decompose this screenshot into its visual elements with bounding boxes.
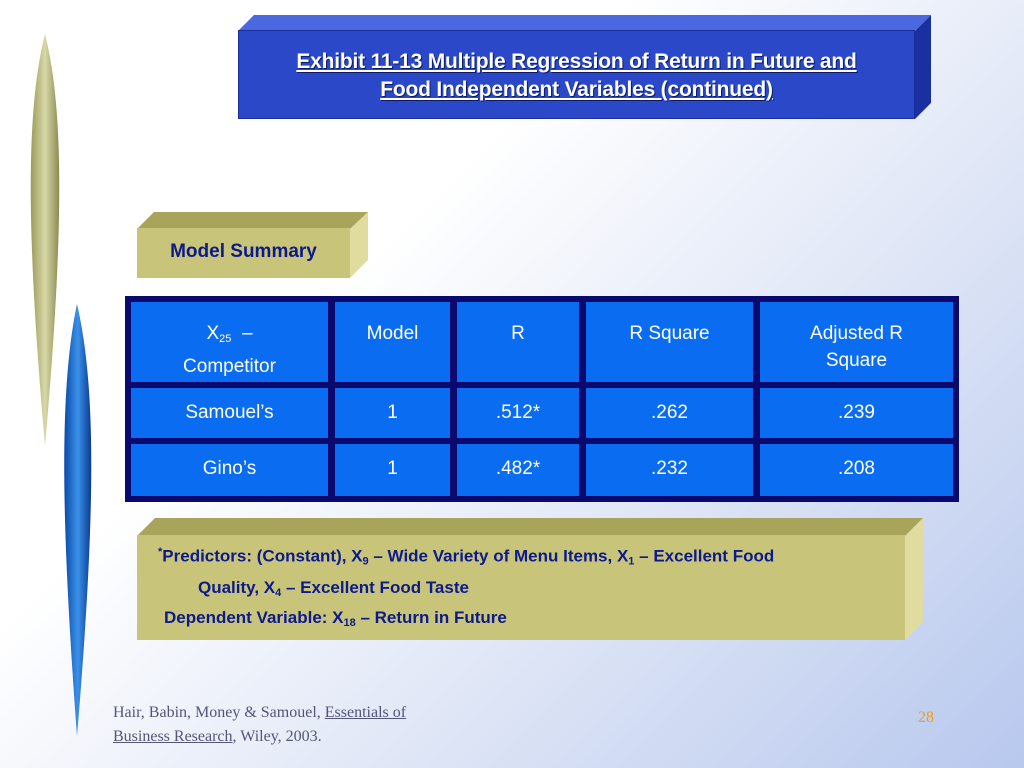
model-summary-box-top-face [137,212,368,229]
row2-r-square: .232 [586,444,753,496]
note-l2-sub: 4 [275,587,282,599]
row1-adjusted-r-square: .239 [760,388,953,438]
header-model: Model [335,302,450,382]
row1-competitor: Samouel’s [131,388,328,438]
row2-adjusted-r-square: .208 [760,444,953,496]
note-l2a: Quality, X [198,578,276,597]
slide-title [238,48,915,104]
slide-title-line2: Food Independent Variables (continued) [380,78,773,101]
row2-r: .482* [457,444,579,496]
citation-authors: Hair, Babin, Money & Samouel, [113,704,325,721]
note-l1-sub1: 9 [362,555,369,568]
header-competitor-dash: – [231,323,253,344]
note-l1c: – Excellent Food [634,546,775,566]
model-summary-label: Model Summary [170,241,317,262]
decorative-blue-spindle [55,300,103,740]
row2-model: 1 [335,444,450,496]
citation-book-title-part1[interactable]: Essentials of [324,704,407,721]
note-l2b: – Excellent Food Taste [281,578,469,597]
note-l1b: – Wide Variety of Menu Items, X [368,546,629,566]
header-competitor-label: Competitor [183,356,276,377]
header-adjusted-line2: Square [825,350,888,371]
notes-box-side-face [905,518,923,640]
note-dependent-variable [164,608,507,629]
header-r-square: R Square [586,302,753,382]
citation [113,701,406,749]
citation-book-title-part2[interactable]: Business Research [113,728,233,745]
note-asterisk: * [158,546,163,558]
title-box-side-face [915,15,931,119]
citation-publisher: , Wiley, 2003. [232,728,322,745]
model-summary-table [125,296,959,502]
notes-box-top-face [137,518,923,536]
header-adjusted-r-square [760,302,953,382]
header-competitor-subscript: 25 [219,333,232,345]
row1-r-square: .262 [586,388,753,438]
row1-r: .512* [457,388,579,438]
row1-model: 1 [335,388,450,438]
header-adjusted-line1: Adjusted R [810,323,903,344]
note-predictors-line1 [158,546,774,568]
header-competitor-x: X [206,323,220,344]
note-l3a: Dependent Variable: X [164,608,344,627]
title-box-top-face [238,15,931,31]
header-r: R [457,302,579,382]
note-l3-sub: 18 [343,617,356,629]
note-l1-sub2: 1 [628,555,635,568]
note-l3b: – Return in Future [355,608,507,627]
note-predictors-line2 [198,578,469,599]
row2-competitor: Gino’s [131,444,328,496]
page-number: 28 [918,709,934,726]
slide-title-line1: Exhibit 11-13 Multiple Regression of Return in Future and [296,50,857,73]
header-competitor [131,302,328,382]
note-l1a: Predictors: (Constant), X [162,546,363,566]
model-summary-box-side-face [350,212,368,278]
